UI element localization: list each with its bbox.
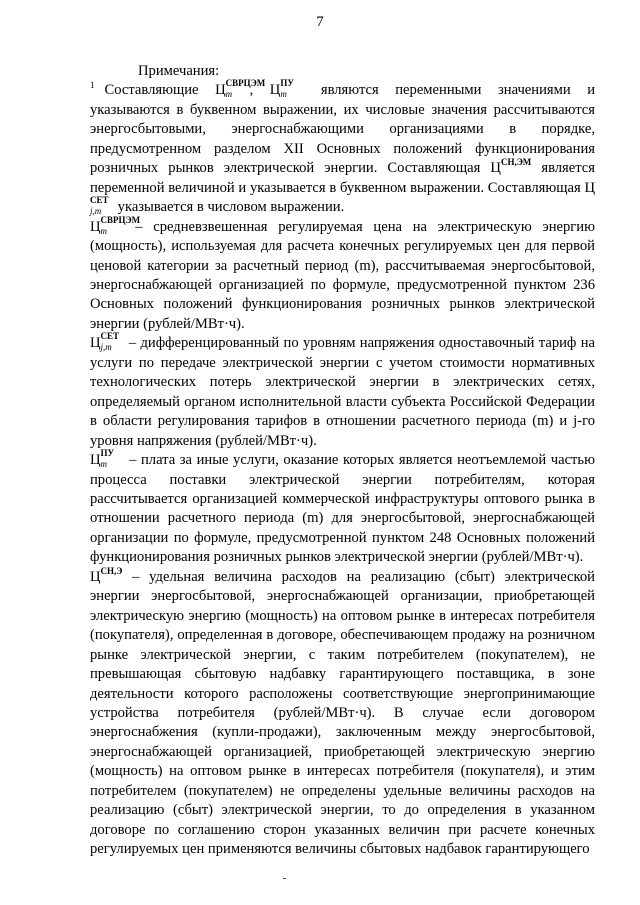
symbol-c-pu: Ц ПУ m	[269, 78, 294, 100]
definition-sn-e: $Ц^{СН,Э}$ – удельная величина расходов на реализацию (сбыт) электрической энергии энергосбытовой, энергоснабжающей организации, приобретающей электрическую энергию (мощность) на оптовом рынке в интересах потребителя (покупателя), определенная в договоре, обеспечивающем продажу на розничном рынке электрической энергии, с таким потребителем (покупателем), не превышающая сбытовую надбавку гарантирующего поставщика, в зоне деятельности которого расположены соответствующие энергопринимающие устройства потребителя (рублей/МВт·ч). В случае если договором энергоснабжения (купли-продажи), заключенным между энергосбытовой, энергоснабжающей организацией, приобретающей электрическую энергию (мощность) на оптовом рынке в интересах потребителя (покупателя), и этим потребителем (покупателем) не определены удельные величины расходов на реализацию (сбыт) электрической энергии, то до определения в указанном договоре по соглашению сторон указанных величин при расчете конечных регулируемых цен применяются величины сбытовых надбавок гарантирующего	[90, 565, 595, 858]
symbol-c-set: Ц СЕТ j,m	[90, 331, 120, 353]
notes-body	[90, 62, 595, 860]
symbol-c-sn-e: $Ц^{СН,Э}$	[90, 565, 123, 585]
scan-mark	[283, 878, 286, 879]
notes-heading: Примечания:	[138, 63, 220, 79]
definition-pu: Ц ПУ m – плата за иные услуги, оказание которых является неотъемлемой частью процесса поставки электрической энергии потребителям, которая рассчитывается организацией коммерческой инфраструктуры оптового рынка в отношении расчетного периода (m) для энергосбытовой, энергоснабжающей организации по формуле, предусмотренной пунктом 248 Основных положений функционирования розничных рынков электрической энергии (рублей/МВт·ч).	[90, 448, 595, 566]
footnote-paragraph: $^1$ Составляющие Ц СВРЦЭМ m , Ц ПУ m являются переменными значениями и указываются в буквенном выражении, их числовые значения рассчитываются энергосбытовыми, энергоснабжающими организациями в порядке, предусмотренном разделом XII Основных положений функционирования розничных рынков электрической энергии. Составляющая $Ц^{СН,ЭМ}$ является переменной величиной и указывается в буквенном выражении. Составляющая Ц СЕТ j,m указывается в числовом выражении.	[90, 78, 595, 217]
definition-set: Ц СЕТ j,m – дифференцированный по уровням напряжения одноставочный тариф на услуги по передаче электрической энергии с учетом стоимости нормативных технологических потерь электрической энергии в электрических сетях, определяемый органом исполнительной власти субъекта Российской Федерации в области регулирования тарифов в отношении расчетного периода (m) и j-го уровня напряжения (рублей/МВт·ч).	[90, 331, 595, 449]
page-number: 7	[316, 14, 324, 30]
symbol-c-set: Ц СЕТ j,m	[90, 179, 595, 217]
definition-sverc: Ц СВРЦЭМ m – средневзвешенная регулируемая цена на электрическую энергию (мощность), используемая для расчета конечных регулируемых цен для первой ценовой категории за расчетный период (m), рассчитываемая энергосбытовой, энергоснабжающей организацией по формуле, предусмотренной пунктом 236 Основных положений функционирования розничных рынков электрической энергии (рублей/МВт·ч).	[90, 214, 595, 332]
symbol-c-sn-em: $Ц^{СН,ЭМ}$	[490, 157, 532, 177]
symbol-c-pu: Ц ПУ m	[90, 448, 115, 470]
footnote-marker: 1	[90, 80, 95, 91]
symbol-c-sverc: Ц СВРЦЭМ m	[90, 214, 141, 236]
symbol-c-sverc: Ц СВРЦЭМ m	[215, 78, 266, 100]
